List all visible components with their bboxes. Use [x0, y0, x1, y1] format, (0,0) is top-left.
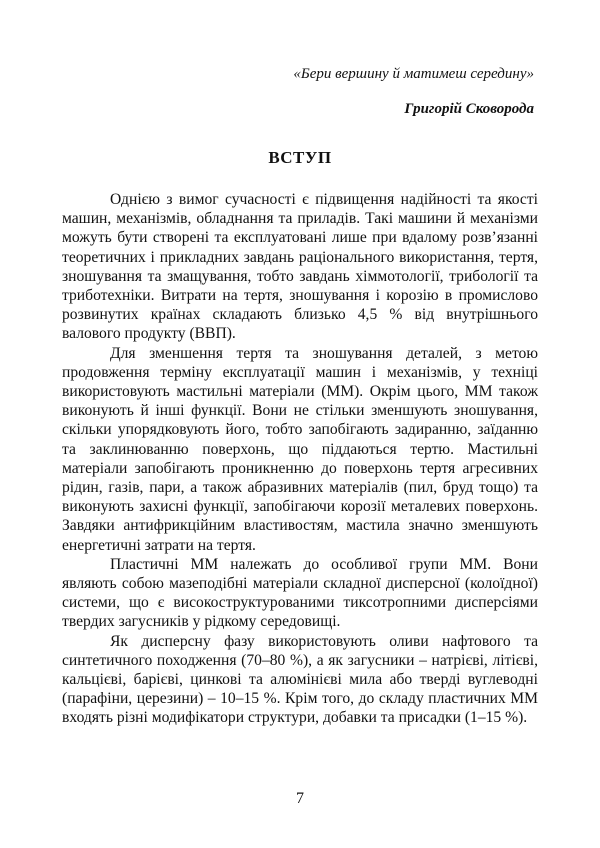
section-heading: ВСТУП [268, 148, 332, 167]
paragraph-2: Для зменшення тертя та зношування деталей, з метою продовження терміну експлуатації машин і механізмів, у техніці використовують мастильні матеріали (ММ). Окрім цього, ММ також виконують й інші функції. Вони не стільки зменшують зношування, скільки упорядковують його, тобто запобігають задиранню, заїданню та заклинюванню поверхонь, що піддаються тертю. Мастильні матеріали запобігають проникненню до поверхонь тертя агресивних рідин, газів, пари, а також абразивних матеріалів (пил, бруд тощо) та виконують захисні функції, запобігаючи корозії металевих поверхонь. Завдяки антифрикційним властивостям, мастила значно зменшують енергетичні затрати на тертя. [62, 344, 538, 554]
page-number: 7 [296, 790, 304, 807]
paragraph-1: Однією з вимог сучасності є підвищення надійності та якості машин, механізмів, обладнання та приладів. Такі машини й механізми можуть бути створені та експлуатовані лише при вдалому розв’язанні теоретичних і прикладних завдань раціонального використання, тертя, зношування та змащування, тобто завдань хіммотології, трибології та триботехніки. Витрати на тертя, зношування і корозію в промислово розвинутих країнах складають близько 4,5 % від внутрішнього валового продукту (ВВП). [62, 191, 538, 343]
body-text [62, 190, 538, 728]
paragraph-4: Як дисперсну фазу використовують оливи нафтового та синтетичного походження (70–80 %), а як загусники – натрієві, літієві, кальцієві, барієві, цинкові та алюмінієві мила або тверді вуглеводні (парафіни, церезини) – 10–15 %. Крім того, до складу пластичних ММ входять різні модифікатори структури, добавки та присадки (1–15 %). [62, 632, 538, 727]
epigraph-author: Григорій Сковорода [404, 101, 534, 117]
paragraph-3: Пластичні ММ належать до особливої групи ММ. Вони являють собою мазеподібні матеріали складної дисперсної (колоїдної) системи, що є високоструктурованими тиксотропними дисперсіями твердих загусників у рідкому середовищі. [62, 555, 538, 631]
epigraph-quote: «Бери вершину й матимеш середину» [293, 66, 534, 82]
